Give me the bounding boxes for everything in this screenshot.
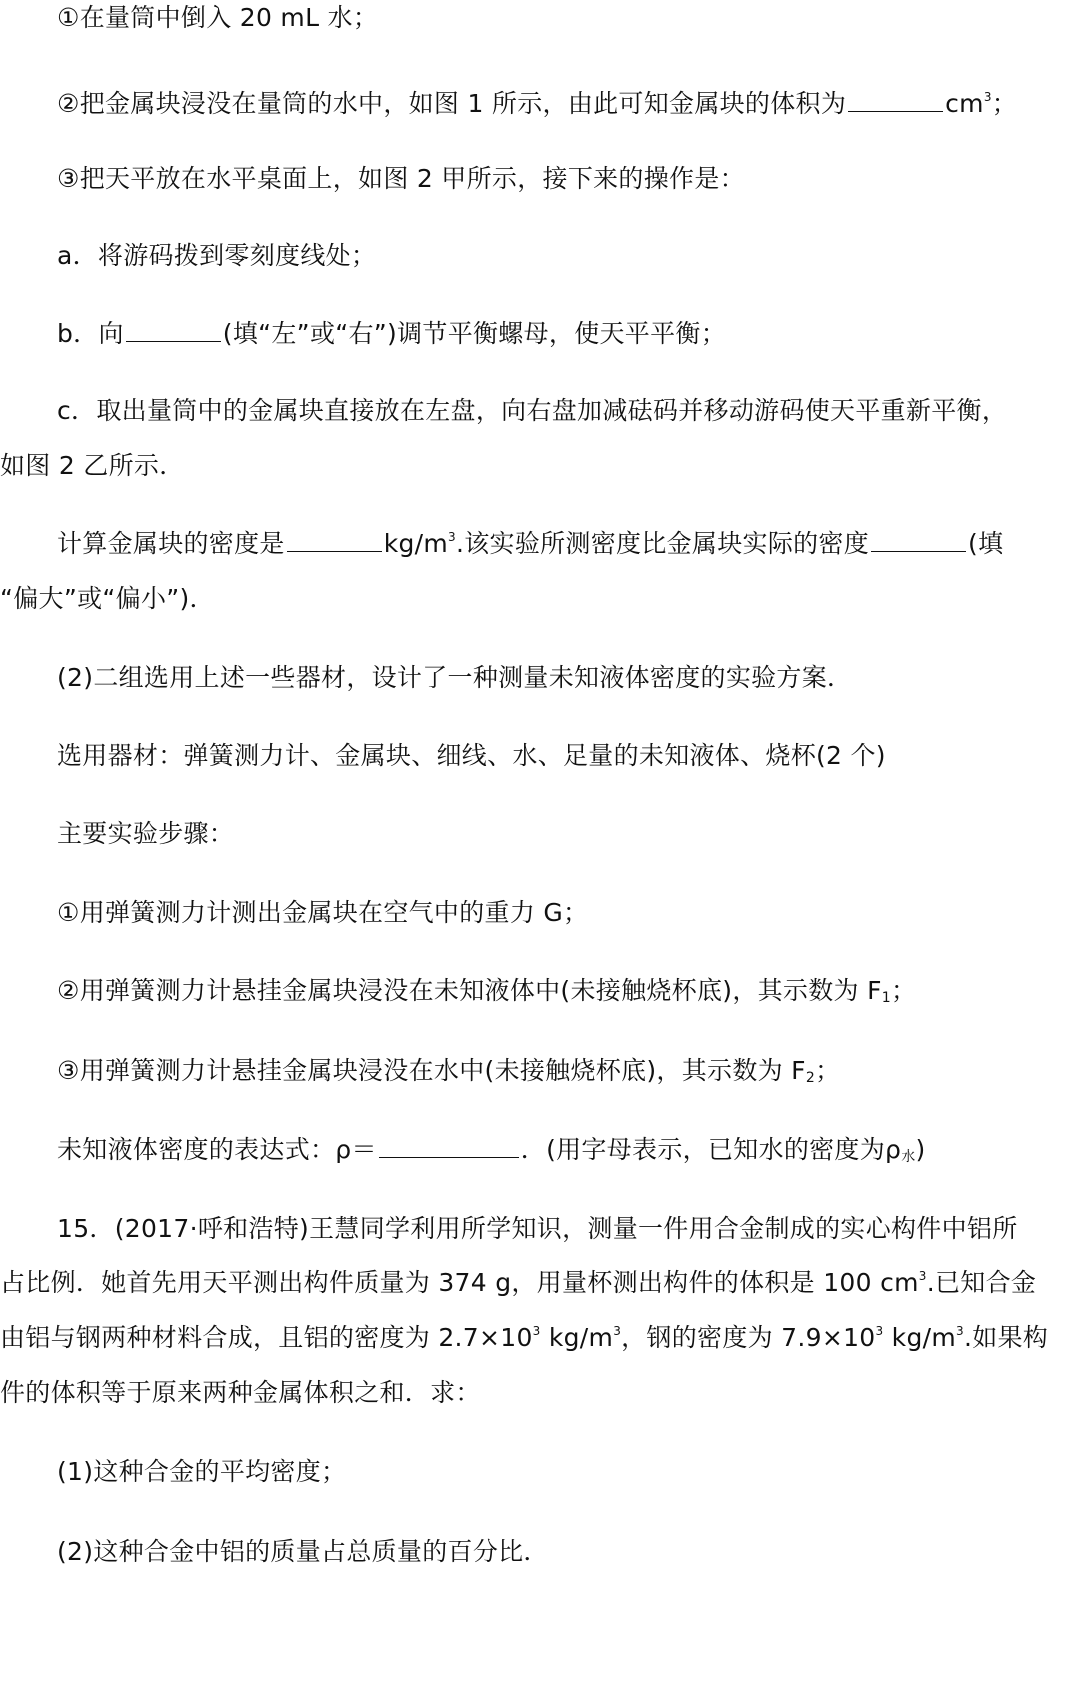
answer-blank[interactable]: [287, 529, 382, 552]
answer-blank[interactable]: [848, 89, 943, 112]
line-3: ③把天平放在水平桌面上，如图 2 甲所示，接下来的操作是：: [57, 164, 745, 193]
line-13: ①用弹簧测力计测出金属块在空气中的重力 G；: [57, 898, 589, 927]
line-15: ③用弹簧测力计悬挂金属块浸没在水中(未接触烧杯底)，其示数为 $F_2$；: [57, 1056, 841, 1086]
line-7: 如图 2 乙所示．: [0, 451, 185, 480]
line-4: a．将游码拨到零刻度线处；: [57, 241, 377, 270]
line-5: b．向 (填“左”或“右”)调节平衡螺母，使天平平衡；: [57, 319, 726, 348]
answer-blank[interactable]: [379, 1135, 519, 1158]
line-21: (1)这种合金的平均密度；: [57, 1457, 347, 1486]
line-14: ②用弹簧测力计悬挂金属块浸没在未知液体中(未接触烧杯底)，其示数为 $F_1$；: [57, 976, 917, 1006]
line-12: 主要实验步骤：: [57, 819, 235, 848]
line-19: 由铝与钢两种材料合成，且铝的密度为 $2.7\times 10^3$ $kg/m^3$，钢的密度为 $7.9\times 10^3$ $kg/m^3$.如果构: [0, 1323, 1049, 1352]
line-9: “偏大”或“偏小”)．: [0, 584, 215, 613]
line-1: ①在量筒中倒入 20 mL 水；: [57, 3, 379, 32]
line-17: 15．(2017·呼和浩特)王慧同学利用所学知识，测量一件用合金制成的实心构件中铝所: [57, 1214, 1018, 1243]
line-10: (2)二组选用上述一些器材，设计了一种测量未知液体密度的实验方案．: [57, 663, 853, 692]
line-11: 选用器材：弹簧测力计、金属块、细线、水、足量的未知液体、烧杯(2 个): [57, 741, 886, 770]
line-2: ②把金属块浸没在量筒的水中，如图 1 所示，由此可知金属块的体积为 $cm^3$；: [57, 89, 1018, 118]
answer-blank[interactable]: [871, 529, 966, 552]
answer-blank[interactable]: [126, 319, 221, 342]
line-18: 占比例．她首先用天平测出构件质量为 374 g，用量杯测出构件的体积是 100 $cm^3$.已知合金: [0, 1268, 1037, 1297]
line-20: 件的体积等于原来两种金属体积之和．求：: [0, 1378, 481, 1407]
line-6: c．取出量筒中的金属块直接放在左盘，向右盘加减砝码并移动游码使天平重新平衡，: [57, 396, 1008, 425]
line-16: 未知液体密度的表达式：ρ＝ ．(用字母表示，已知水的密度为$\rho_水$): [57, 1135, 926, 1165]
line-22: (2)这种合金中铝的质量占总质量的百分比．: [57, 1537, 549, 1566]
line-8: 计算金属块的密度是 $kg/m^3$.该实验所测密度比金属块实际的密度 (填: [57, 529, 1004, 558]
